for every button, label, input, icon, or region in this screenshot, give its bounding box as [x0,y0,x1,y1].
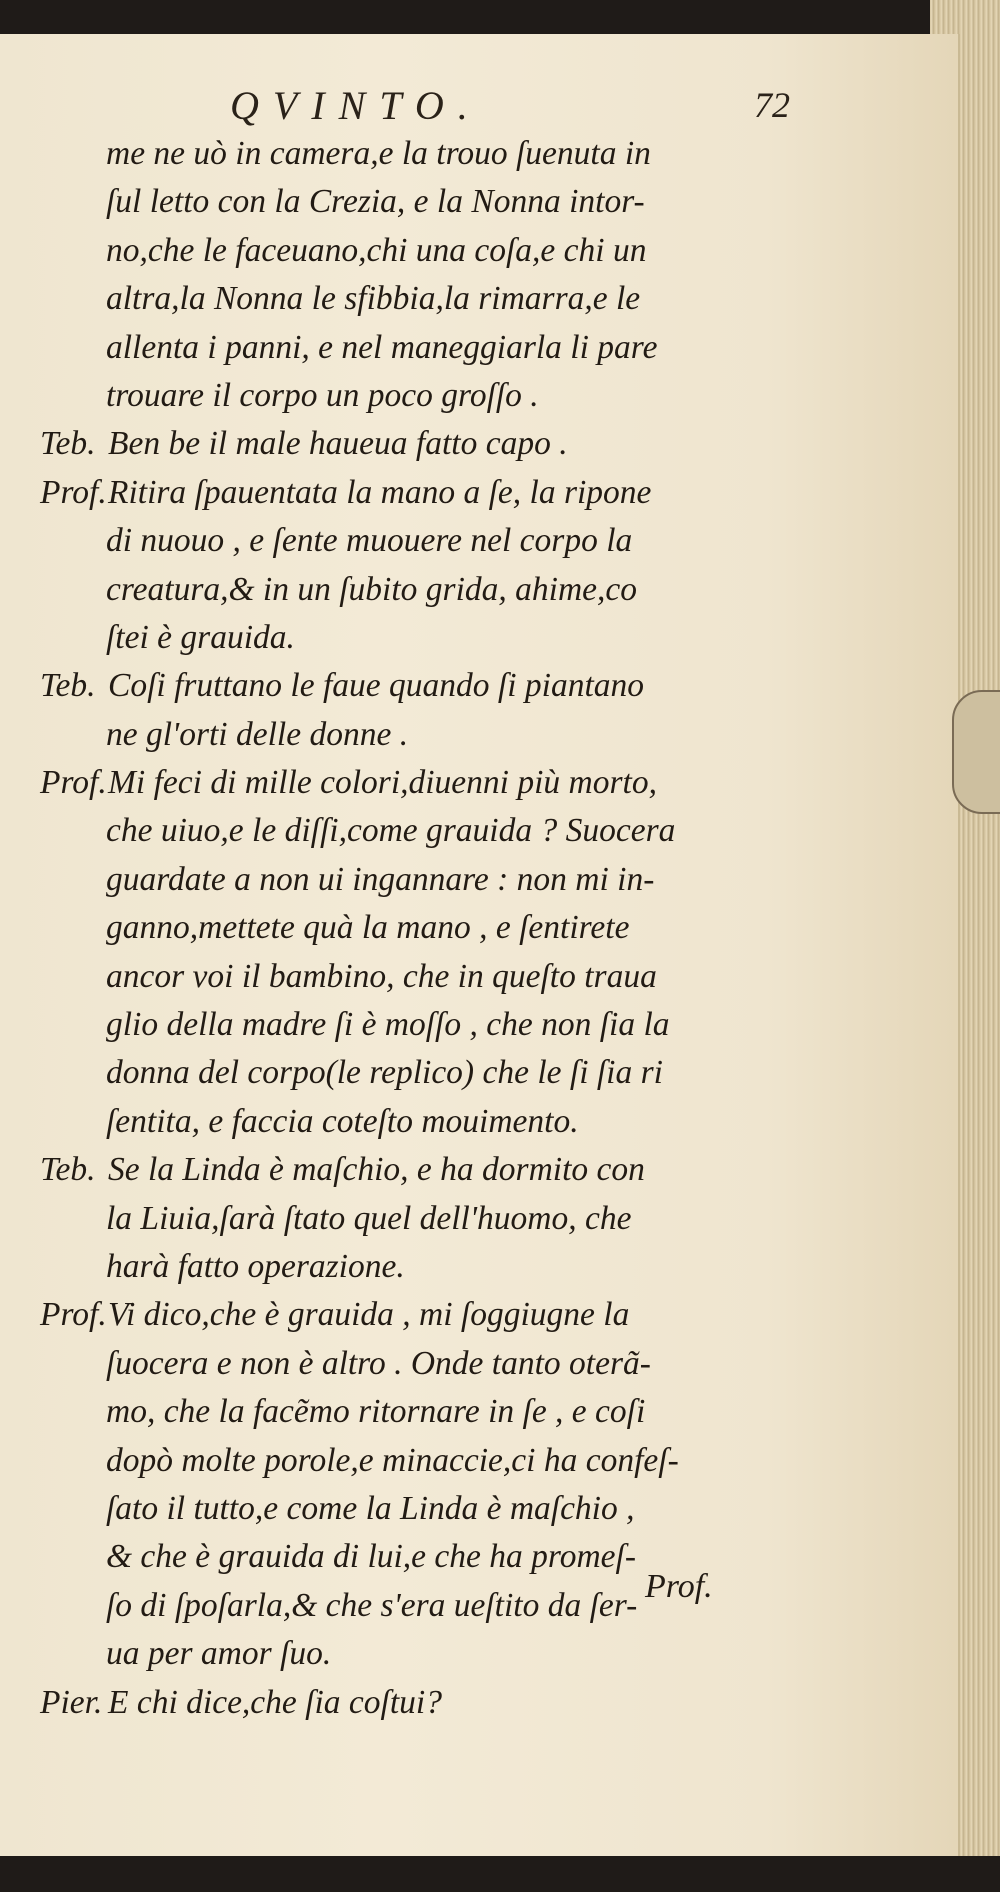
text-line [40,420,810,468]
line-text: la Liuia,ſarà ſtato quel dell'huomo, che [106,1199,632,1237]
line-text: & che è grauida di lui,e che ha promeſ- [106,1538,636,1576]
line-text: no,che le faceuano,chi una coſa,e chi un [106,231,647,269]
line-text: me ne uò in camera,e la trouo ſuenuta in [106,135,651,172]
running-head: QVINTO. [230,83,482,128]
line-text: ganno,mettete quà la mano , e ſentirete [106,909,630,947]
line-text: ua per amor ſuo. [106,1635,332,1673]
text-line [40,566,810,614]
speaker-label: Prof. [40,473,107,511]
line-text: harà fatto operazione. [106,1247,405,1285]
text-line [40,1340,810,1388]
text-line [40,856,810,904]
text-line [40,178,810,226]
page-header [230,82,790,132]
speaker-label: Teb. [40,1151,96,1189]
line-text: creatura,& in un ſubito grida, ahime,co [106,570,637,608]
line-text: ſo di ſpoſarla,& che s'era ueſtito da ſer- [106,1586,638,1624]
text-line [40,953,810,1001]
line-text: guardate a non ui ingannare : non mi in- [106,860,655,898]
text-line [40,614,810,662]
speaker-label: Prof. [40,764,107,802]
line-text: Ritira ſpauentata la mano a ſe, la ripone [108,473,652,511]
speaker-label: Pier. [40,1683,103,1721]
text-line [40,1437,810,1485]
text-line [40,1291,810,1339]
line-text: Coſi fruttano le faue quando ſi piantano [108,667,644,705]
text-line [40,759,810,807]
line-text: Mi feci di mille colori,diuenni più morto, [108,764,657,802]
line-text: Vi dico,che è grauida , mi ſoggiugne la [108,1296,630,1334]
text-line [40,1388,810,1436]
text-line [40,1630,810,1678]
speaker-label: Teb. [40,425,96,463]
page-number: 72 [754,85,790,125]
line-text: Ben be il male haueua fatto capo . [108,425,568,463]
text-line [40,1146,810,1194]
line-text: mo, che la facẽmo ritornare in ſe , e coſi [106,1393,646,1431]
speaker-label: Teb. [40,667,96,705]
text-line [40,1679,810,1727]
text-line [40,807,810,855]
dialogue-text [40,130,810,1727]
line-text: di nuouo , e ſente muouere nel corpo la [106,522,633,560]
line-text: trouare il corpo un poco groſſo . [106,376,539,414]
text-line [40,275,810,323]
text-line [40,711,810,759]
text-line [40,517,810,565]
bottom-dark-border [0,1856,1000,1892]
text-line [40,324,810,372]
text-line [40,1195,810,1243]
line-text: ſtei è grauida. [106,618,295,656]
line-text: allenta i panni, e nel maneggiarla li pare [106,328,658,366]
catchword: Prof. [645,1568,713,1605]
line-text: ſentita, e faccia coteſto mouimento. [106,1102,579,1140]
line-text: ancor voi il bambino, che in queſto traua [106,957,657,995]
line-text: che uiuo,e le diſſi,come grauida ? Suocera [106,812,676,850]
line-text: glio della madre ſi è moſſo , che non ſia la [106,1006,670,1044]
text-line [40,372,810,420]
line-text: ne gl'orti delle donne . [106,715,409,753]
line-text: E chi dice,che ſia coſtui? [108,1683,442,1721]
text-line [40,1049,810,1097]
text-line [40,1485,810,1533]
line-text: ſuocera e non è altro . Onde tanto oterã- [106,1344,651,1382]
text-line [40,1001,810,1049]
line-text: ſato il tutto,e come la Linda è maſchio , [106,1489,635,1527]
text-line [40,904,810,952]
line-text: Se la Linda è maſchio, e ha dormito con [108,1151,645,1189]
line-text: dopò molte porole,e minaccie,ci ha confeſ- [106,1441,679,1479]
line-text: altra,la Nonna le sfibbia,la rimarra,e le [106,280,641,318]
text-line [40,1243,810,1291]
line-text: ſul letto con la Crezia, e la Nonna intor- [106,183,645,221]
top-dark-border [0,0,1000,34]
text-line [40,662,810,710]
speaker-label: Prof. [40,1296,107,1334]
text-line [40,1098,810,1146]
line-text: donna del corpo(le replico) che le ſi ſia ri [106,1054,663,1092]
fore-edge-tab [952,690,1000,814]
text-line [40,130,810,178]
text-line [40,469,810,517]
text-line [40,227,810,275]
